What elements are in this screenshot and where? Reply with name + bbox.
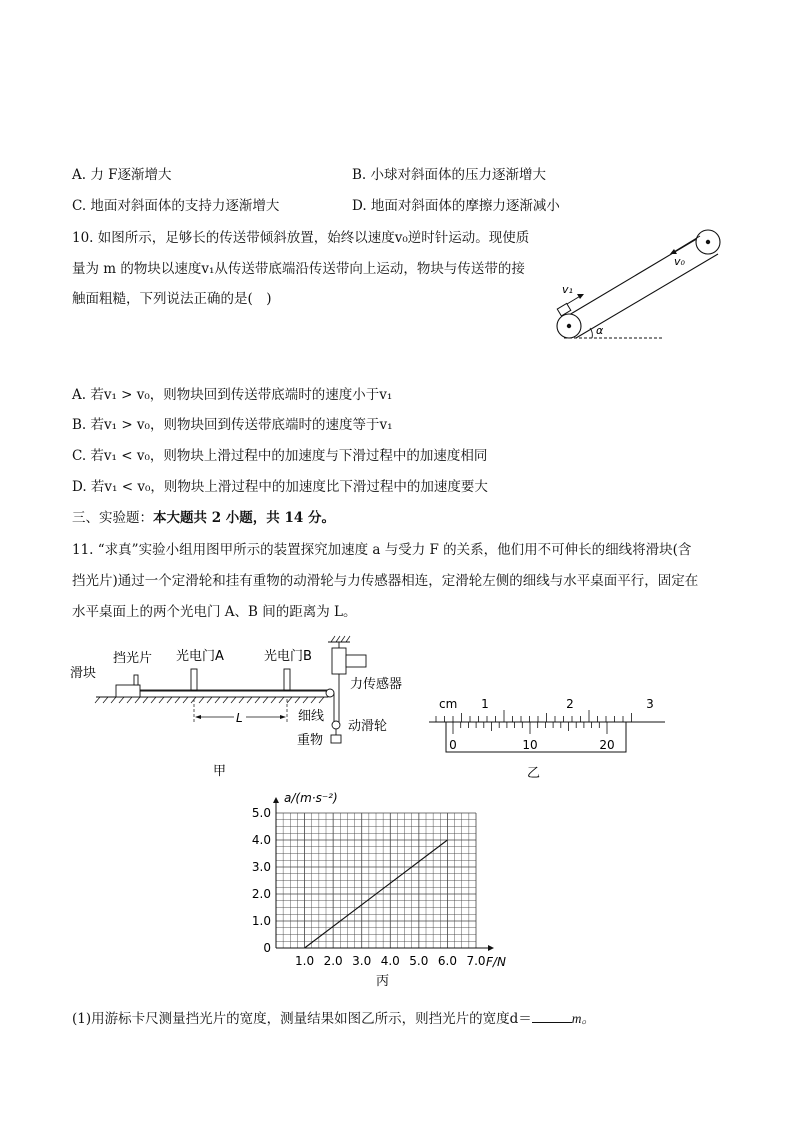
x-tick-label: 4.0: [380, 954, 400, 968]
figure-jia-apparatus: [68, 633, 418, 783]
main-label-3: 3: [646, 697, 654, 711]
label-moving-pulley: 动滑轮: [348, 719, 388, 734]
figure-yi-vernier: [425, 692, 670, 782]
y-tick-label: 5.0: [251, 806, 271, 820]
label-gate-a: 光电门A: [176, 649, 224, 664]
section-heading: [72, 509, 335, 527]
vernier-label-10: 10: [522, 738, 538, 752]
q9-option-d: D. 地面对斜面体的摩擦力逐渐减小: [352, 198, 560, 214]
conveyor-belt-figure: [540, 222, 730, 347]
q9-option-c: C. 地面对斜面体的支持力逐渐增大: [72, 198, 280, 214]
y-axis-arrow: [273, 797, 279, 803]
y-tick-label: 4.0: [251, 833, 271, 847]
y-tick-label: 1.0: [251, 914, 271, 928]
q11-sub1-unit: m。: [571, 1011, 596, 1026]
y-tick-label: 2.0: [251, 887, 271, 901]
x-axis-arrow: [488, 945, 494, 951]
main-label-1: 1: [481, 697, 489, 711]
label-weight: 重物: [297, 733, 324, 748]
x-tick-label: 3.0: [352, 954, 372, 968]
caliper-unit: cm: [439, 697, 458, 711]
label-shade: 挡光片: [113, 651, 153, 666]
q11-sub1: [72, 1010, 595, 1028]
x-tick-label: 7.0: [466, 954, 486, 968]
section-heading-prefix: 三、实验题：: [72, 510, 153, 526]
label-gate-b: 光电门B: [264, 649, 312, 664]
x-tick-label: 5.0: [409, 954, 429, 968]
q10-option-c: C. 若v₁ < v₀，则物块上滑过程中的加速度与下滑过程中的加速度相同: [72, 448, 488, 464]
q9-option-a: A. 力 F逐渐增大: [72, 167, 172, 183]
x-tick-label: 6.0: [437, 954, 457, 968]
y-tick-label: 0: [263, 941, 271, 955]
label-alpha: α: [596, 324, 604, 337]
q11-stem-line2: 挡光片)通过一个定滑轮和挂有重物的动滑轮与力传感器相连，定滑轮左侧的细线与水平桌面平行，固定在: [72, 573, 699, 589]
chart-xlabel: F/N: [486, 955, 506, 969]
vernier-label-0: 0: [449, 738, 457, 752]
caption-yi: 乙: [527, 766, 541, 781]
q10-stem-line1: 10. 如图所示，足够长的传送带倾斜放置，始终以速度v₀逆时针运动。现使质: [72, 230, 530, 246]
label-v1: v₁: [562, 283, 573, 296]
caption-jia: 甲: [213, 764, 227, 779]
y-tick-label: 3.0: [251, 860, 271, 874]
label-slider: 滑块: [70, 666, 97, 681]
label-v0: v₀: [674, 255, 685, 268]
q10-option-d: D. 若v₁ < v₀，则物块上滑过程中的加速度比下滑过程中的加速度要大: [72, 479, 488, 495]
q10-stem-line2: 量为 m 的物块以速度v₁从传送带底端沿传送带向上运动，物块与传送带的接: [72, 261, 525, 277]
label-string: 细线: [298, 709, 325, 724]
caption-bing: 丙: [376, 974, 390, 989]
answer-blank[interactable]: [532, 1010, 572, 1023]
q10-option-b: B. 若v₁ > v₀，则物块回到传送带底端时的速度等于v₁: [72, 417, 393, 433]
x-tick-label: 2.0: [323, 954, 343, 968]
section-heading-detail: 本大题共 2 小题，共 14 分。: [153, 510, 335, 526]
main-scale-ticks: [436, 710, 632, 722]
figure-bing-chart: [240, 786, 520, 991]
q11-stem-line1: 11. “求真”实验小组用图甲所示的装置探究加速度 a 与受力 F 的关系，他们用不可伸长的细线将滑块(含: [72, 542, 692, 558]
main-label-2: 2: [566, 697, 574, 711]
chart-grid: [276, 813, 476, 948]
q9-option-b: B. 小球对斜面体的压力逐渐增大: [352, 167, 547, 183]
q10-stem-line3: 触面粗糙，下列说法正确的是( ): [72, 291, 272, 307]
x-tick-label: 1.0: [295, 954, 315, 968]
label-sensor: 力传感器: [350, 677, 403, 692]
label-L: L: [236, 711, 243, 725]
q11-sub1-text: (1)用游标卡尺测量挡光片的宽度，测量结果如图乙所示，则挡光片的宽度d＝: [72, 1011, 532, 1027]
chart-ylabel: a/(m·s⁻²): [284, 791, 338, 805]
q11-stem-line3: 水平桌面上的两个光电门 A、B 间的距离为 L。: [72, 604, 357, 620]
vernier-label-20: 20: [599, 738, 615, 752]
vernier-scale-ticks: [453, 722, 607, 734]
q10-option-a: A. 若v₁ > v₀，则物块回到传送带底端时的速度小于v₁: [72, 387, 393, 403]
